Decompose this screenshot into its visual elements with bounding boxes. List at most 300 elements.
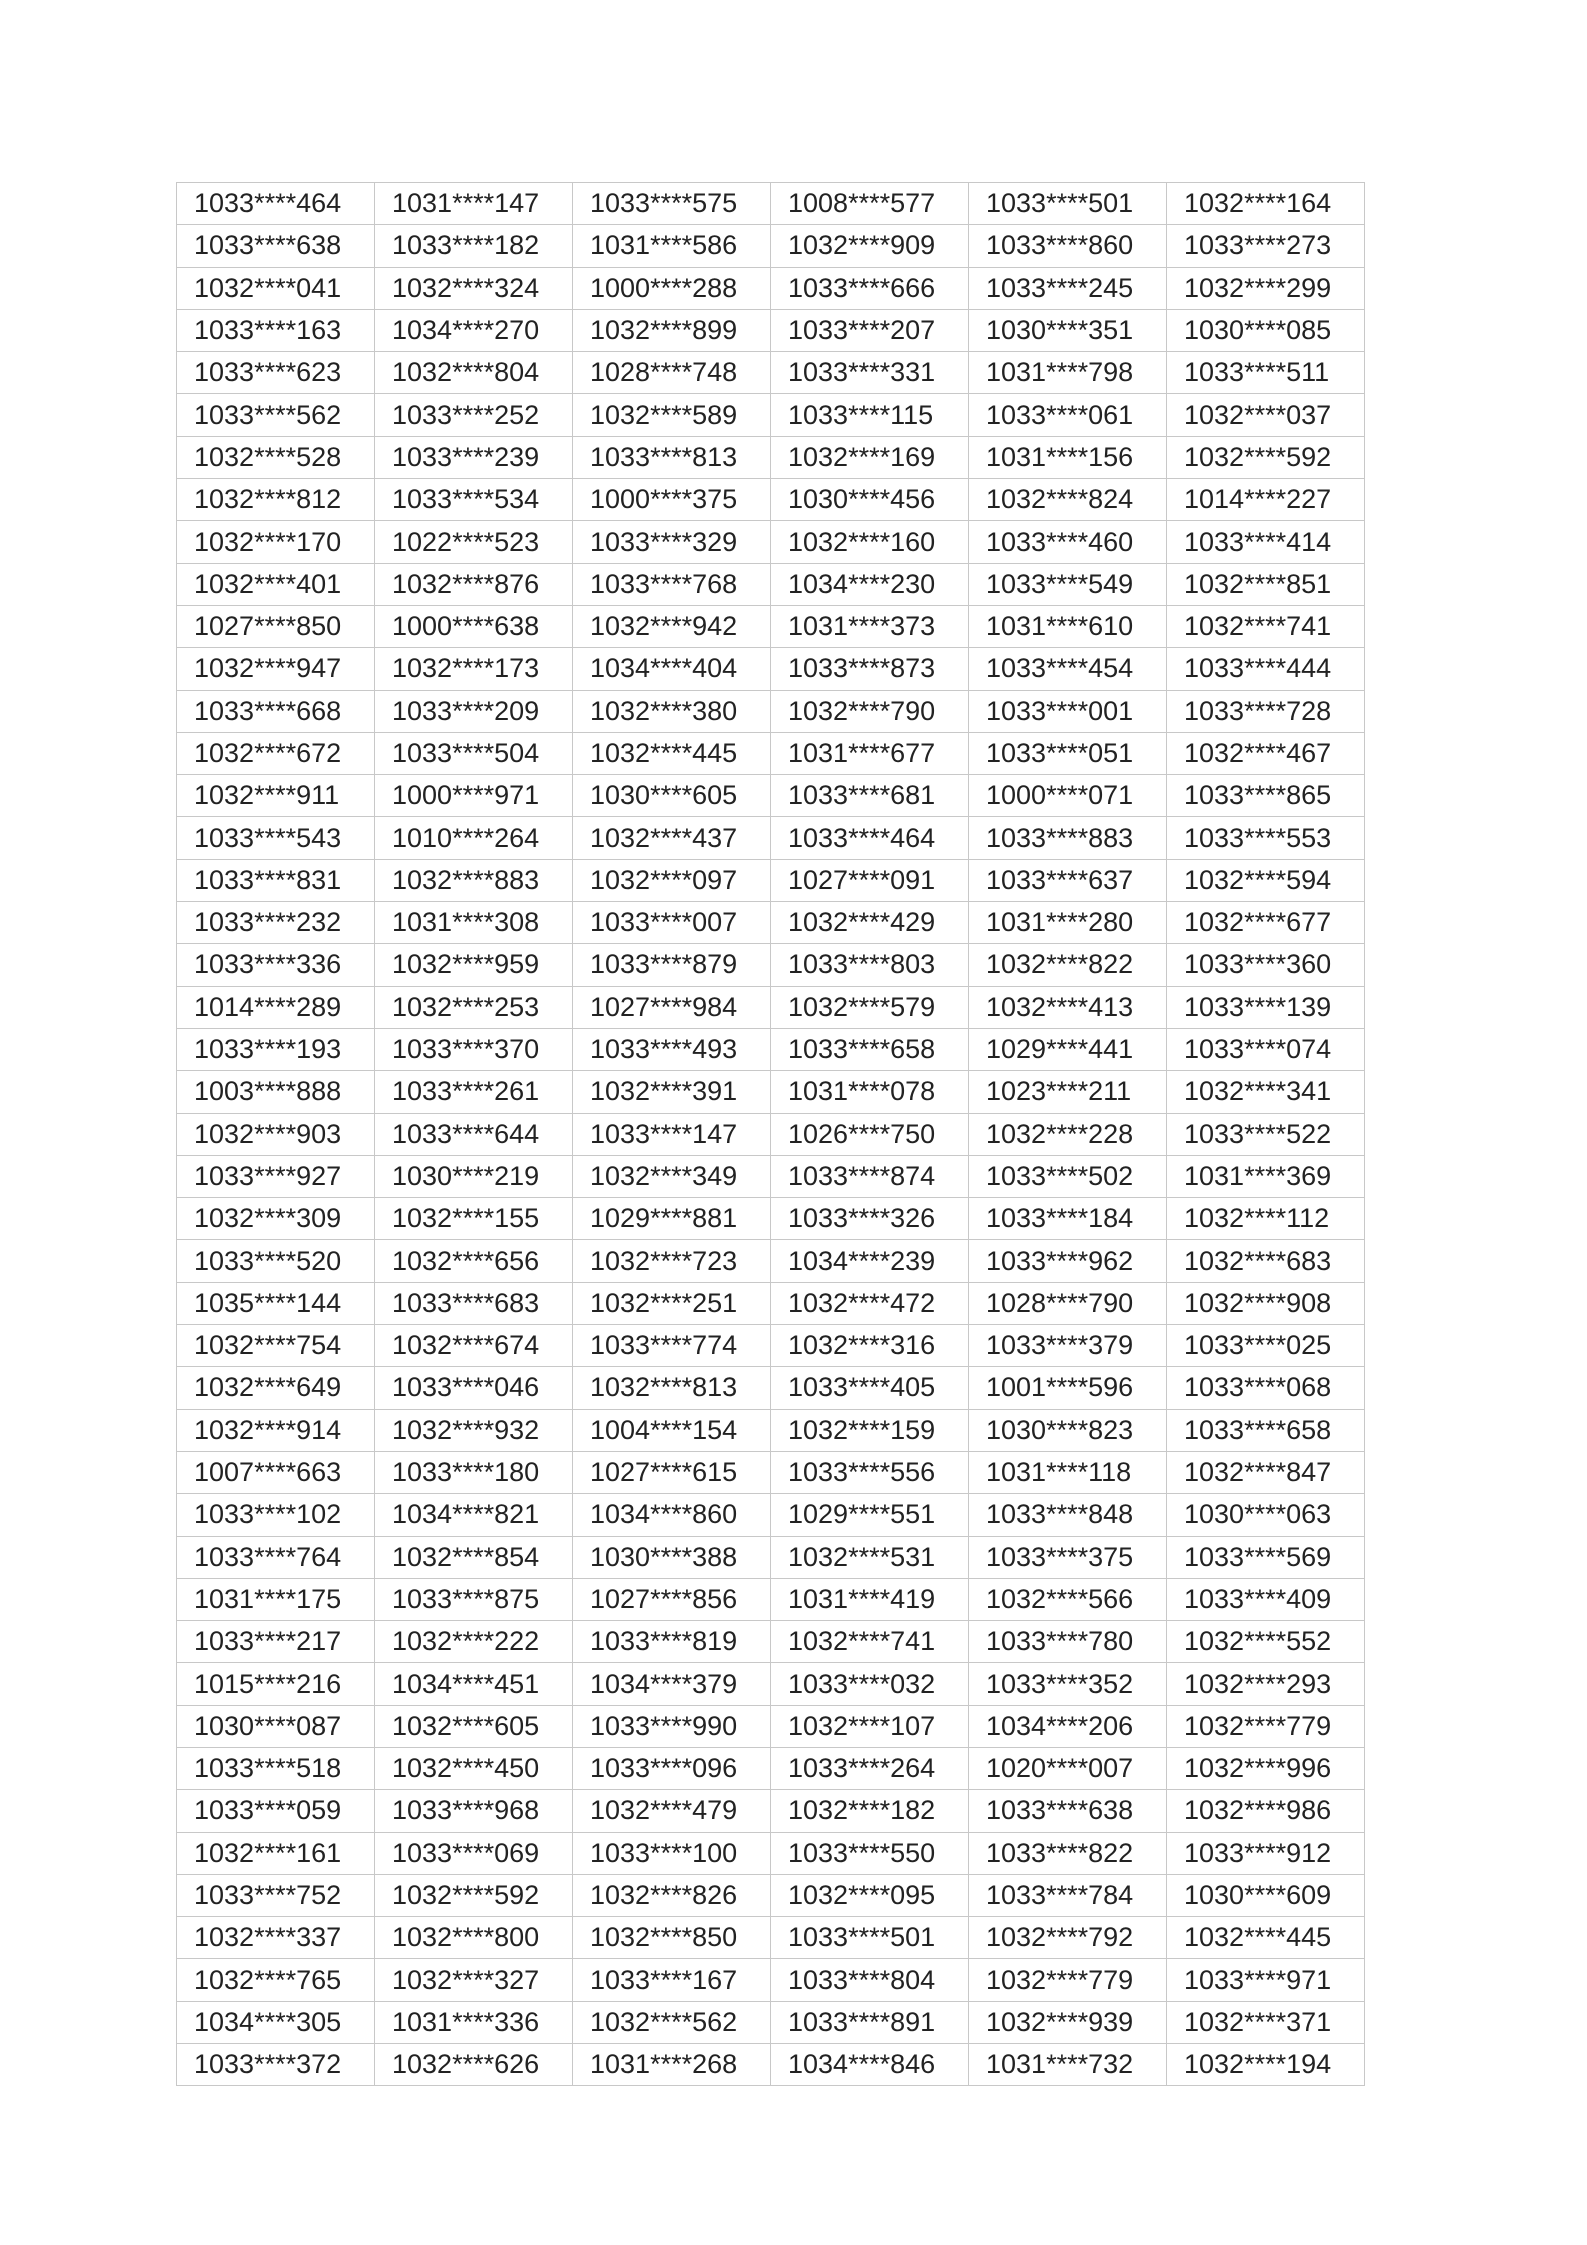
table-cell: 1031****369 [1167,1155,1365,1197]
table-cell: 1014****227 [1167,479,1365,521]
table-row [177,605,1365,647]
table-cell: 1032****672 [177,732,375,774]
table-cell: 1032****847 [1167,1451,1365,1493]
table-cell: 1032****095 [771,1874,969,1916]
table-cell: 1033****102 [177,1494,375,1536]
table-cell: 1031****798 [969,352,1167,394]
table-cell: 1026****750 [771,1113,969,1155]
table-cell: 1033****883 [969,817,1167,859]
table-cell: 1032****579 [771,986,969,1028]
table-cell: 1032****337 [177,1917,375,1959]
table-cell: 1032****674 [375,1325,573,1367]
table-row [177,859,1365,901]
table-cell: 1032****779 [1167,1705,1365,1747]
table-cell: 1033****623 [177,352,375,394]
table-cell: 1032****293 [1167,1663,1365,1705]
table-row [177,563,1365,605]
table-cell: 1033****025 [1167,1325,1365,1367]
table-cell: 1033****460 [969,521,1167,563]
table-cell: 1033****273 [1167,225,1365,267]
table-cell: 1031****586 [573,225,771,267]
table-cell: 1032****592 [1167,436,1365,478]
table-cell: 1032****371 [1167,2001,1365,2043]
table-cell: 1032****792 [969,1917,1167,1959]
table-cell: 1032****107 [771,1705,969,1747]
table-cell: 1027****091 [771,859,969,901]
table-cell: 1033****217 [177,1621,375,1663]
table-cell: 1033****768 [573,563,771,605]
table-cell: 1033****059 [177,1790,375,1832]
table-cell: 1032****959 [375,944,573,986]
table-row [177,2001,1365,2043]
table-cell: 1028****790 [969,1282,1167,1324]
table-cell: 1033****562 [177,394,375,436]
table-cell: 1032****822 [969,944,1167,986]
table-row [177,1367,1365,1409]
table-cell: 1033****912 [1167,1832,1365,1874]
table-cell: 1033****553 [1167,817,1365,859]
table-cell: 1020****007 [969,1747,1167,1789]
table-cell: 1032****723 [573,1240,771,1282]
table-cell: 1032****677 [1167,902,1365,944]
table-cell: 1008****577 [771,183,969,225]
table-cell: 1000****288 [573,267,771,309]
table-cell: 1033****329 [573,521,771,563]
table-cell: 1023****211 [969,1071,1167,1113]
table-cell: 1033****046 [375,1367,573,1409]
table-cell: 1033****879 [573,944,771,986]
table-row [177,1325,1365,1367]
table-cell: 1033****774 [573,1325,771,1367]
table-cell: 1000****638 [375,605,573,647]
table-cell: 1033****638 [969,1790,1167,1832]
table-cell: 1033****804 [771,1959,969,2001]
table-row [177,1536,1365,1578]
table-cell: 1032****741 [1167,605,1365,647]
table-cell: 1000****071 [969,775,1167,817]
table-row [177,225,1365,267]
table-cell: 1033****180 [375,1451,573,1493]
table-cell: 1033****681 [771,775,969,817]
table-cell: 1031****419 [771,1578,969,1620]
table-cell: 1033****068 [1167,1367,1365,1409]
table-cell: 1034****239 [771,1240,969,1282]
table-cell: 1032****194 [1167,2044,1365,2086]
table-cell: 1033****803 [771,944,969,986]
table-cell: 1032****253 [375,986,573,1028]
table-row [177,1071,1365,1113]
table-cell: 1033****813 [573,436,771,478]
table-row [177,1028,1365,1070]
table-cell: 1031****118 [969,1451,1167,1493]
table-cell: 1029****441 [969,1028,1167,1070]
table-cell: 1033****644 [375,1113,573,1155]
table-cell: 1032****986 [1167,1790,1365,1832]
table-cell: 1033****971 [1167,1959,1365,2001]
table-cell: 1033****001 [969,690,1167,732]
table-cell: 1034****860 [573,1494,771,1536]
table-cell: 1027****615 [573,1451,771,1493]
id-number-table [176,182,1365,2086]
table-cell: 1033****784 [969,1874,1167,1916]
table-cell: 1032****566 [969,1578,1167,1620]
table-cell: 1032****883 [375,859,573,901]
table-cell: 1034****404 [573,648,771,690]
table-cell: 1032****589 [573,394,771,436]
table-cell: 1034****305 [177,2001,375,2043]
table-cell: 1029****551 [771,1494,969,1536]
table-cell: 1033****990 [573,1705,771,1747]
table-cell: 1032****182 [771,1790,969,1832]
table-cell: 1032****380 [573,690,771,732]
table-cell: 1032****876 [375,563,573,605]
table-cell: 1033****860 [969,225,1167,267]
table-cell: 1033****379 [969,1325,1167,1367]
table-row [177,1578,1365,1620]
table-cell: 1032****160 [771,521,969,563]
table-cell: 1032****909 [771,225,969,267]
table-cell: 1032****222 [375,1621,573,1663]
table-cell: 1032****790 [771,690,969,732]
table-cell: 1033****409 [1167,1578,1365,1620]
table-cell: 1032****299 [1167,267,1365,309]
table-cell: 1033****780 [969,1621,1167,1663]
table-cell: 1032****528 [177,436,375,478]
table-row [177,1917,1365,1959]
table-cell: 1034****821 [375,1494,573,1536]
table-cell: 1033****184 [969,1198,1167,1240]
table-cell: 1032****824 [969,479,1167,521]
table-cell: 1032****813 [573,1367,771,1409]
table-cell: 1032****401 [177,563,375,605]
table-cell: 1032****159 [771,1409,969,1451]
table-cell: 1033****549 [969,563,1167,605]
table-row [177,479,1365,521]
table-cell: 1031****610 [969,605,1167,647]
table-cell: 1033****637 [969,859,1167,901]
table-cell: 1032****479 [573,1790,771,1832]
table-cell: 1033****522 [1167,1113,1365,1155]
table-cell: 1032****594 [1167,859,1365,901]
table-cell: 1004****154 [573,1409,771,1451]
table-row [177,1451,1365,1493]
table-row [177,1198,1365,1240]
table-cell: 1033****543 [177,817,375,859]
table-cell: 1031****078 [771,1071,969,1113]
table-cell: 1033****182 [375,225,573,267]
table-cell: 1033****051 [969,732,1167,774]
table-cell: 1033****061 [969,394,1167,436]
table-row [177,1705,1365,1747]
table-cell: 1032****349 [573,1155,771,1197]
table-cell: 1032****413 [969,986,1167,1028]
table-cell: 1034****379 [573,1663,771,1705]
table-cell: 1031****175 [177,1578,375,1620]
table-cell: 1031****156 [969,436,1167,478]
table-cell: 1033****493 [573,1028,771,1070]
table-cell: 1001****596 [969,1367,1167,1409]
table-cell: 1033****728 [1167,690,1365,732]
table-cell: 1032****626 [375,2044,573,2086]
table-cell: 1033****874 [771,1155,969,1197]
table-row [177,1155,1365,1197]
table-cell: 1032****800 [375,1917,573,1959]
table-cell: 1030****609 [1167,1874,1365,1916]
table-cell: 1031****732 [969,2044,1167,2086]
table-cell: 1033****831 [177,859,375,901]
table-cell: 1032****649 [177,1367,375,1409]
table-cell: 1028****748 [573,352,771,394]
table-cell: 1032****903 [177,1113,375,1155]
table-cell: 1034****846 [771,2044,969,2086]
table-cell: 1030****063 [1167,1494,1365,1536]
table-cell: 1033****245 [969,267,1167,309]
table-cell: 1033****875 [375,1578,573,1620]
table-cell: 1033****252 [375,394,573,436]
table-cell: 1033****556 [771,1451,969,1493]
table-cell: 1033****865 [1167,775,1365,817]
table-cell: 1033****504 [375,732,573,774]
table-row [177,986,1365,1028]
table-cell: 1033****873 [771,648,969,690]
table-cell: 1033****569 [1167,1536,1365,1578]
table-cell: 1032****531 [771,1536,969,1578]
table-cell: 1033****147 [573,1113,771,1155]
table-cell: 1000****375 [573,479,771,521]
table-cell: 1033****848 [969,1494,1167,1536]
table-row [177,1747,1365,1789]
table-cell: 1032****683 [1167,1240,1365,1282]
table-cell: 1030****351 [969,309,1167,351]
table-row [177,1832,1365,1874]
table-cell: 1032****327 [375,1959,573,2001]
table-cell: 1033****638 [177,225,375,267]
table-cell: 1033****360 [1167,944,1365,986]
table-row [177,1663,1365,1705]
table-cell: 1033****370 [375,1028,573,1070]
table-cell: 1030****605 [573,775,771,817]
table-cell: 1032****472 [771,1282,969,1324]
table-cell: 1030****456 [771,479,969,521]
table-row [177,1874,1365,1916]
table-cell: 1033****336 [177,944,375,986]
table-cell: 1033****163 [177,309,375,351]
table-cell: 1034****270 [375,309,573,351]
table-cell: 1030****087 [177,1705,375,1747]
table-cell: 1033****239 [375,436,573,478]
table-row [177,902,1365,944]
table-cell: 1033****405 [771,1367,969,1409]
table-cell: 1032****826 [573,1874,771,1916]
table-cell: 1032****391 [573,1071,771,1113]
table-cell: 1032****812 [177,479,375,521]
table-cell: 1033****683 [375,1282,573,1324]
table-cell: 1032****939 [969,2001,1167,2043]
table-row [177,1790,1365,1832]
table-cell: 1033****658 [771,1028,969,1070]
table-row [177,183,1365,225]
table-cell: 1033****822 [969,1832,1167,1874]
table-cell: 1032****112 [1167,1198,1365,1240]
table-cell: 1032****341 [1167,1071,1365,1113]
table-cell: 1032****947 [177,648,375,690]
table-cell: 1033****167 [573,1959,771,2001]
table-cell: 1033****032 [771,1663,969,1705]
table-cell: 1032****854 [375,1536,573,1578]
table-cell: 1033****454 [969,648,1167,690]
table-cell: 1032****467 [1167,732,1365,774]
table-cell: 1033****209 [375,690,573,732]
table-cell: 1033****518 [177,1747,375,1789]
table-cell: 1033****100 [573,1832,771,1874]
table-cell: 1010****264 [375,817,573,859]
table-row [177,1409,1365,1451]
table-row [177,775,1365,817]
table-cell: 1033****444 [1167,648,1365,690]
table-row [177,1959,1365,2001]
table-cell: 1032****437 [573,817,771,859]
table-cell: 1033****115 [771,394,969,436]
table-cell: 1032****445 [573,732,771,774]
table-cell: 1031****677 [771,732,969,774]
table-cell: 1032****932 [375,1409,573,1451]
table-cell: 1032****169 [771,436,969,478]
table-cell: 1007****663 [177,1451,375,1493]
table-cell: 1032****779 [969,1959,1167,2001]
table-row [177,1621,1365,1663]
table-cell: 1033****464 [177,183,375,225]
table-cell: 1033****193 [177,1028,375,1070]
table-cell: 1032****605 [375,1705,573,1747]
table-cell: 1034****230 [771,563,969,605]
table-cell: 1032****037 [1167,394,1365,436]
table-cell: 1032****914 [177,1409,375,1451]
table-cell: 1031****336 [375,2001,573,2043]
table-cell: 1033****550 [771,1832,969,1874]
table-cell: 1015****216 [177,1663,375,1705]
table-cell: 1033****927 [177,1155,375,1197]
table-cell: 1027****856 [573,1578,771,1620]
table-cell: 1033****891 [771,2001,969,2043]
table-cell: 1032****097 [573,859,771,901]
table-cell: 1033****372 [177,2044,375,2086]
table-cell: 1033****668 [177,690,375,732]
table-cell: 1032****592 [375,1874,573,1916]
table-cell: 1033****658 [1167,1409,1365,1451]
table-cell: 1033****326 [771,1198,969,1240]
table-cell: 1032****908 [1167,1282,1365,1324]
table-cell: 1031****147 [375,183,573,225]
table-cell: 1032****741 [771,1621,969,1663]
table-cell: 1032****851 [1167,563,1365,605]
table-row [177,1113,1365,1155]
table-cell: 1032****251 [573,1282,771,1324]
table-cell: 1033****139 [1167,986,1365,1028]
table-cell: 1032****450 [375,1747,573,1789]
table-cell: 1022****523 [375,521,573,563]
table-cell: 1033****501 [969,183,1167,225]
table-cell: 1032****656 [375,1240,573,1282]
table-cell: 1034****206 [969,1705,1167,1747]
table-row [177,352,1365,394]
table-cell: 1032****316 [771,1325,969,1367]
table-cell: 1033****074 [1167,1028,1365,1070]
table-body [177,183,1365,2086]
table-cell: 1033****375 [969,1536,1167,1578]
table-row [177,394,1365,436]
table-row [177,732,1365,774]
table-cell: 1031****373 [771,605,969,647]
table-cell: 1033****502 [969,1155,1167,1197]
table-cell: 1032****324 [375,267,573,309]
table-cell: 1032****911 [177,775,375,817]
table-cell: 1032****228 [969,1113,1167,1155]
table-cell: 1033****968 [375,1790,573,1832]
table-cell: 1032****850 [573,1917,771,1959]
table-cell: 1033****207 [771,309,969,351]
table-cell: 1032****161 [177,1832,375,1874]
table-row [177,648,1365,690]
table-cell: 1032****173 [375,648,573,690]
table-row [177,1282,1365,1324]
table-cell: 1033****007 [573,902,771,944]
table-cell: 1030****823 [969,1409,1167,1451]
table-row [177,817,1365,859]
table-cell: 1033****264 [771,1747,969,1789]
table-cell: 1000****971 [375,775,573,817]
table-cell: 1031****308 [375,902,573,944]
table-cell: 1032****170 [177,521,375,563]
table-cell: 1033****464 [771,817,969,859]
table-cell: 1033****534 [375,479,573,521]
table-cell: 1032****996 [1167,1747,1365,1789]
table-cell: 1032****155 [375,1198,573,1240]
table-cell: 1035****144 [177,1282,375,1324]
table-cell: 1014****289 [177,986,375,1028]
table-row [177,944,1365,986]
table-cell: 1003****888 [177,1071,375,1113]
table-cell: 1027****850 [177,605,375,647]
table-cell: 1033****261 [375,1071,573,1113]
table-row [177,267,1365,309]
table-row [177,1240,1365,1282]
table-cell: 1033****819 [573,1621,771,1663]
table-cell: 1032****804 [375,352,573,394]
table-cell: 1033****575 [573,183,771,225]
table-cell: 1033****069 [375,1832,573,1874]
table-cell: 1033****232 [177,902,375,944]
table-cell: 1032****445 [1167,1917,1365,1959]
table-row [177,690,1365,732]
table-cell: 1031****268 [573,2044,771,2086]
table-cell: 1032****164 [1167,183,1365,225]
table-cell: 1033****962 [969,1240,1167,1282]
table-cell: 1032****899 [573,309,771,351]
table-cell: 1030****219 [375,1155,573,1197]
table-cell: 1031****280 [969,902,1167,944]
table-cell: 1034****451 [375,1663,573,1705]
table-cell: 1033****752 [177,1874,375,1916]
table-cell: 1033****096 [573,1747,771,1789]
table-cell: 1032****942 [573,605,771,647]
table-cell: 1033****511 [1167,352,1365,394]
table-cell: 1033****331 [771,352,969,394]
table-cell: 1029****881 [573,1198,771,1240]
table-cell: 1033****764 [177,1536,375,1578]
table-cell: 1027****984 [573,986,771,1028]
table-row [177,2044,1365,2086]
table-cell: 1030****085 [1167,309,1365,351]
